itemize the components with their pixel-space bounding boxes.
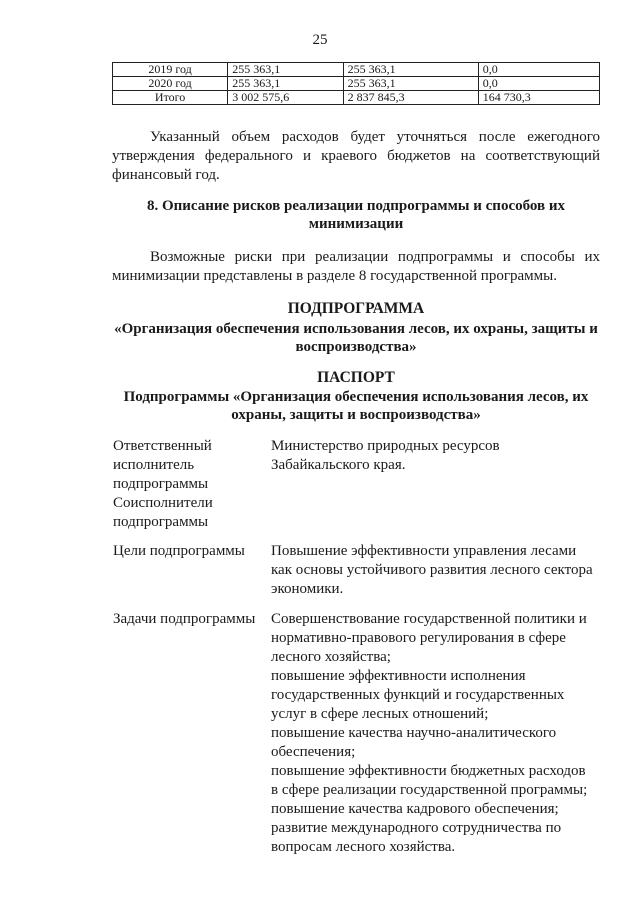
value-line: экономики. bbox=[271, 581, 344, 597]
label-line: Ответственный bbox=[113, 438, 212, 454]
table-cell-regional: 255 363,1 bbox=[343, 63, 478, 77]
table-cell-regional: 255 363,1 bbox=[343, 77, 478, 91]
table-cell-total: 3 002 575,6 bbox=[228, 91, 343, 105]
passport-value-tasks bbox=[271, 610, 611, 857]
table-cell-year: 2019 год bbox=[113, 63, 228, 77]
section8-text: Возможные риски при реализации подпрограммы и способы их минимизации представлены в разделе 8 государственной программы. bbox=[112, 249, 600, 284]
passport-subtitle-line2: охраны, защиты и воспроизводства» bbox=[231, 407, 481, 423]
table-cell-total: 255 363,1 bbox=[228, 77, 343, 91]
section8-title-line2: минимизации bbox=[308, 216, 404, 232]
budget-table bbox=[112, 62, 600, 105]
table-cell-federal: 0,0 bbox=[478, 63, 599, 77]
subprogram-name-line2: воспроизводства» bbox=[295, 339, 417, 355]
subprogram-title: ПОДПРОГРАММА bbox=[287, 300, 425, 317]
table-cell-total: 255 363,1 bbox=[228, 63, 343, 77]
label-line: Соисполнители bbox=[113, 495, 213, 511]
passport-label-executor bbox=[113, 437, 268, 532]
value-line: повышение эффективности исполнения bbox=[271, 668, 526, 684]
passport-title: ПАСПОРТ bbox=[317, 369, 395, 386]
page-number: 25 bbox=[312, 32, 328, 48]
value-line: в сфере реализации государственной программы; bbox=[271, 782, 588, 798]
label-line: исполнитель bbox=[113, 457, 195, 473]
table-cell-federal: 164 730,3 bbox=[478, 91, 599, 105]
value-line: Министерство природных ресурсов bbox=[271, 438, 500, 454]
value-line: вопросам лесного хозяйства. bbox=[271, 839, 456, 855]
value-line: Совершенствование государственной политики и bbox=[271, 611, 587, 627]
table-cell-federal: 0,0 bbox=[478, 77, 599, 91]
table-row bbox=[113, 91, 600, 105]
value-line: повышение качества научно-аналитического bbox=[271, 725, 557, 741]
passport-value-executor bbox=[271, 437, 611, 475]
value-line: услуг в сфере лесных отношений; bbox=[271, 706, 489, 722]
value-line: как основы устойчивого развития лесного сектора bbox=[271, 562, 593, 578]
value-line: нормативно-правового регулирования в сфере bbox=[271, 630, 566, 646]
section8-title bbox=[112, 197, 600, 233]
passport-label-tasks bbox=[113, 610, 268, 629]
table-row bbox=[113, 63, 600, 77]
label-line: Цели подпрограммы bbox=[113, 543, 245, 559]
label-line: подпрограммы bbox=[113, 514, 209, 530]
subprogram-name bbox=[112, 320, 600, 356]
table-cell-regional: 2 837 845,3 bbox=[343, 91, 478, 105]
section8-title-line1: 8. Описание рисков реализации подпрограммы и способов их bbox=[146, 198, 566, 214]
value-line: повышение эффективности бюджетных расходов bbox=[271, 763, 586, 779]
value-line: лесного хозяйства; bbox=[271, 649, 391, 665]
label-line: подпрограммы bbox=[113, 476, 209, 492]
value-line: Забайкальского края. bbox=[271, 457, 406, 473]
subprogram-name-line1: «Организация обеспечения использования лесов, их охраны, защиты и bbox=[114, 321, 598, 337]
value-line: повышение качества кадрового обеспечения; bbox=[271, 801, 559, 817]
passport-value-goals bbox=[271, 542, 611, 599]
value-line: обеспечения; bbox=[271, 744, 356, 760]
table-cell-year: 2020 год bbox=[113, 77, 228, 91]
value-line: государственных функций и государственных bbox=[271, 687, 565, 703]
passport-label-goals bbox=[113, 542, 268, 561]
passport-subtitle-line1: Подпрограммы «Организация обеспечения использования лесов, их bbox=[123, 389, 589, 405]
value-line: Повышение эффективности управления лесами bbox=[271, 543, 577, 559]
intro-paragraph: Указанный объем расходов будет уточняться после ежегодного утверждения федерального и краевого бюджетов на соответствующий финансовый год. bbox=[112, 129, 600, 183]
value-line: развитие международного сотрудничества по bbox=[271, 820, 562, 836]
table-cell-year: Итого bbox=[113, 91, 228, 105]
passport-subtitle bbox=[112, 388, 600, 424]
table-row bbox=[113, 77, 600, 91]
label-line: Задачи подпрограммы bbox=[113, 611, 256, 627]
